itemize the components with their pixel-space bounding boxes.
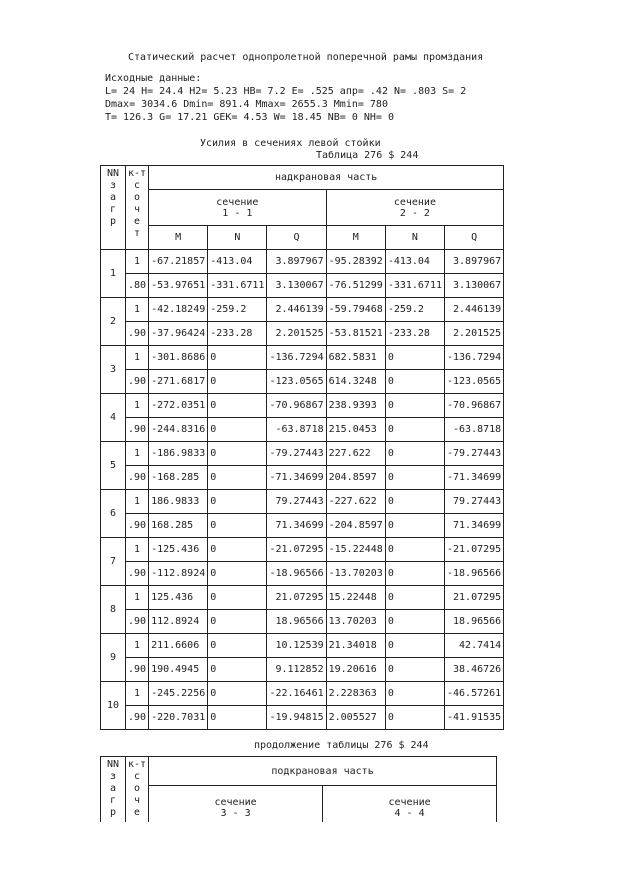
value-cell: -413.04 <box>208 250 267 274</box>
value-cell: 3.130067 <box>267 274 326 298</box>
value-cell: 2.005527 <box>326 706 385 730</box>
value-cell: 112.8924 <box>149 610 208 634</box>
table-row <box>101 706 504 730</box>
col-head: M <box>149 226 208 250</box>
value-cell: -21.07295 <box>267 538 326 562</box>
table-row <box>101 250 504 274</box>
coef-cell: 1 <box>126 442 149 466</box>
value-cell: 0 <box>385 682 444 706</box>
value-cell: 0 <box>208 490 267 514</box>
value-cell: -21.07295 <box>445 538 504 562</box>
value-cell: -79.27443 <box>267 442 326 466</box>
forces-table <box>100 165 504 730</box>
value-cell: 3.897967 <box>267 250 326 274</box>
value-cell: 0 <box>208 682 267 706</box>
value-cell: -331.6711 <box>385 274 444 298</box>
coef-cell: 1 <box>126 634 149 658</box>
value-cell: -220.7031 <box>149 706 208 730</box>
value-cell: 211.6606 <box>149 634 208 658</box>
table-row <box>101 634 504 658</box>
value-cell: 227.622 <box>326 442 385 466</box>
table-row <box>101 658 504 682</box>
value-cell: 0 <box>385 514 444 538</box>
value-cell: -271.6817 <box>149 370 208 394</box>
value-cell: 79.27443 <box>445 490 504 514</box>
load-number: 4 <box>101 394 126 442</box>
kt-header <box>126 166 149 250</box>
coef-cell: .90 <box>126 562 149 586</box>
coef-cell: .90 <box>126 466 149 490</box>
value-cell: -76.51299 <box>326 274 385 298</box>
kt-header-char: о <box>134 783 141 794</box>
value-cell: -63.8718 <box>267 418 326 442</box>
value-cell: -46.57261 <box>445 682 504 706</box>
value-cell: -70.96867 <box>445 394 504 418</box>
table-caption: Усилия в сечениях левой стойки <box>200 138 381 149</box>
nn-header-char: з <box>109 771 117 782</box>
table-row <box>101 682 504 706</box>
value-cell: 0 <box>208 538 267 562</box>
table-row <box>101 442 504 466</box>
value-cell: 0 <box>208 466 267 490</box>
value-cell: -22.16461 <box>267 682 326 706</box>
value-cell: -95.28392 <box>326 250 385 274</box>
input-data-header: Исходные данные: <box>105 73 202 84</box>
coef-cell: 1 <box>126 394 149 418</box>
value-cell: -125.436 <box>149 538 208 562</box>
section-2-2-header: сечение 2 - 2 <box>326 190 504 226</box>
table-row <box>101 514 504 538</box>
value-cell: 42.7414 <box>445 634 504 658</box>
value-cell: -186.9833 <box>149 442 208 466</box>
nn-header-char: NN <box>106 759 120 770</box>
value-cell: -331.6711 <box>208 274 267 298</box>
section-1-1-header: сечение 1 - 1 <box>149 190 327 226</box>
value-cell: 3.130067 <box>445 274 504 298</box>
kt-header-char: с <box>134 771 141 782</box>
value-cell: -71.34699 <box>267 466 326 490</box>
nn-header-char: р <box>109 216 117 227</box>
nn-header-char: г <box>109 204 117 215</box>
nn-header-char: г <box>109 795 117 806</box>
kt-header-2 <box>126 757 149 830</box>
load-number: 10 <box>101 682 126 730</box>
value-cell: -272.0351 <box>149 394 208 418</box>
table-row <box>101 490 504 514</box>
value-cell: -244.8316 <box>149 418 208 442</box>
value-cell: 21.07295 <box>445 586 504 610</box>
load-number: 8 <box>101 586 126 634</box>
nn-header-char: а <box>109 192 117 203</box>
kt-header-char: т <box>134 228 141 239</box>
col-head: N <box>385 226 444 250</box>
table-row <box>101 298 504 322</box>
table-row <box>101 370 504 394</box>
coef-cell: 1 <box>126 538 149 562</box>
forces-table-continued <box>100 756 497 830</box>
table-row <box>101 274 504 298</box>
value-cell: 19.20616 <box>326 658 385 682</box>
coef-cell: 1 <box>126 346 149 370</box>
table-row <box>101 610 504 634</box>
coef-cell: .90 <box>126 658 149 682</box>
value-cell: -37.96424 <box>149 322 208 346</box>
value-cell: 21.34018 <box>326 634 385 658</box>
value-cell: 0 <box>385 658 444 682</box>
kt-header-char: к-т <box>128 168 147 179</box>
params-line-1: L= 24 H= 24.4 H2= 5.23 HB= 7.2 E= .525 апр= .42 N= .803 S= 2 <box>105 86 467 97</box>
load-number: 6 <box>101 490 126 538</box>
value-cell: 18.96566 <box>267 610 326 634</box>
value-cell: 0 <box>208 610 267 634</box>
value-cell: -13.70203 <box>326 562 385 586</box>
value-cell: 0 <box>385 538 444 562</box>
value-cell: -413.04 <box>385 250 444 274</box>
value-cell: -71.34699 <box>445 466 504 490</box>
value-cell: 190.4945 <box>149 658 208 682</box>
section-4-4-header: сечение 4 - 4 <box>323 786 497 830</box>
value-cell: 0 <box>208 346 267 370</box>
value-cell: -123.0565 <box>445 370 504 394</box>
value-cell: 2.201525 <box>267 322 326 346</box>
value-cell: 13.70203 <box>326 610 385 634</box>
value-cell: 0 <box>208 586 267 610</box>
load-number: 7 <box>101 538 126 586</box>
value-cell: 0 <box>385 442 444 466</box>
value-cell: 0 <box>385 370 444 394</box>
kt-header-char: к-т <box>128 759 147 770</box>
table-row <box>101 322 504 346</box>
value-cell: -204.8597 <box>326 514 385 538</box>
value-cell: -41.91535 <box>445 706 504 730</box>
value-cell: 0 <box>385 562 444 586</box>
coef-cell: 1 <box>126 682 149 706</box>
table-row <box>101 586 504 610</box>
nn-header-char: а <box>109 783 117 794</box>
value-cell: -168.285 <box>149 466 208 490</box>
value-cell: 0 <box>208 706 267 730</box>
coef-cell: 1 <box>126 490 149 514</box>
kt-header-char: ч <box>134 204 141 215</box>
table-row <box>101 538 504 562</box>
load-number: 9 <box>101 634 126 682</box>
value-cell: -53.97651 <box>149 274 208 298</box>
lower-part-header: подкрановая часть <box>149 757 497 786</box>
value-cell: 0 <box>385 634 444 658</box>
value-cell: 0 <box>208 418 267 442</box>
coef-cell: 1 <box>126 586 149 610</box>
continuation-caption: продолжение таблицы 276 $ 244 <box>254 740 429 751</box>
col-head: N <box>208 226 267 250</box>
load-number: 1 <box>101 250 126 298</box>
load-number: 2 <box>101 298 126 346</box>
coef-cell: .90 <box>126 418 149 442</box>
coef-cell: .90 <box>126 370 149 394</box>
value-cell: -19.94815 <box>267 706 326 730</box>
value-cell: 79.27443 <box>267 490 326 514</box>
value-cell: 0 <box>208 634 267 658</box>
load-number: 3 <box>101 346 126 394</box>
value-cell: 215.0453 <box>326 418 385 442</box>
value-cell: 71.34699 <box>267 514 326 538</box>
value-cell: -245.2256 <box>149 682 208 706</box>
coef-cell: .90 <box>126 706 149 730</box>
load-number: 5 <box>101 442 126 490</box>
value-cell: 204.8597 <box>326 466 385 490</box>
nn-header-2 <box>101 757 126 830</box>
value-cell: 168.285 <box>149 514 208 538</box>
value-cell: -227.622 <box>326 490 385 514</box>
value-cell: -301.8686 <box>149 346 208 370</box>
value-cell: 0 <box>385 586 444 610</box>
value-cell: 0 <box>208 370 267 394</box>
value-cell: 38.46726 <box>445 658 504 682</box>
value-cell: -259.2 <box>385 298 444 322</box>
value-cell: -136.7294 <box>445 346 504 370</box>
value-cell: 238.9393 <box>326 394 385 418</box>
value-cell: 2.201525 <box>445 322 504 346</box>
table-row <box>101 418 504 442</box>
value-cell: 0 <box>208 442 267 466</box>
nn-header-char: з <box>109 180 117 191</box>
value-cell: -63.8718 <box>445 418 504 442</box>
document-title: Статический расчет однопролетной поперечной рамы промздания <box>128 52 484 63</box>
table-row <box>101 394 504 418</box>
nn-header-char: р <box>109 807 117 818</box>
value-cell: 0 <box>385 610 444 634</box>
table-row <box>101 346 504 370</box>
col-head: M <box>326 226 385 250</box>
coef-cell: 1 <box>126 298 149 322</box>
coef-cell: .90 <box>126 322 149 346</box>
coef-cell: 1 <box>126 250 149 274</box>
value-cell: 0 <box>208 514 267 538</box>
value-cell: 0 <box>208 562 267 586</box>
value-cell: 10.12539 <box>267 634 326 658</box>
value-cell: -15.22448 <box>326 538 385 562</box>
value-cell: -70.96867 <box>267 394 326 418</box>
value-cell: 2.228363 <box>326 682 385 706</box>
table-row <box>101 562 504 586</box>
value-cell: 614.3248 <box>326 370 385 394</box>
value-cell: 3.897967 <box>445 250 504 274</box>
value-cell: -53.81521 <box>326 322 385 346</box>
kt-header-char: е <box>134 807 141 818</box>
value-cell: 0 <box>385 490 444 514</box>
kt-header-char: е <box>134 216 141 227</box>
value-cell: -259.2 <box>208 298 267 322</box>
value-cell: -123.0565 <box>267 370 326 394</box>
value-cell: -18.96566 <box>445 562 504 586</box>
coef-cell: .90 <box>126 514 149 538</box>
value-cell: 15.22448 <box>326 586 385 610</box>
value-cell: -67.21857 <box>149 250 208 274</box>
value-cell: 0 <box>385 394 444 418</box>
value-cell: -233.28 <box>208 322 267 346</box>
value-cell: 0 <box>385 466 444 490</box>
value-cell: 0 <box>208 394 267 418</box>
value-cell: 186.9833 <box>149 490 208 514</box>
table-row <box>101 466 504 490</box>
table-number: Таблица 276 $ 244 <box>316 150 419 161</box>
value-cell: -112.8924 <box>149 562 208 586</box>
value-cell: 682.5831 <box>326 346 385 370</box>
value-cell: -59.79468 <box>326 298 385 322</box>
coef-cell: .90 <box>126 610 149 634</box>
params-line-3: T= 126.3 G= 17.21 GEK= 4.53 W= 18.45 NB= 0 NH= 0 <box>105 112 394 123</box>
nn-header-char: NN <box>106 168 120 179</box>
coef-cell: .80 <box>126 274 149 298</box>
value-cell: 2.446139 <box>267 298 326 322</box>
value-cell: -18.96566 <box>267 562 326 586</box>
upper-part-header: надкрановая часть <box>149 166 504 190</box>
value-cell: 0 <box>385 706 444 730</box>
kt-header-char: о <box>134 192 141 203</box>
value-cell: 2.446139 <box>445 298 504 322</box>
value-cell: 0 <box>385 346 444 370</box>
params-line-2: Dmax= 3034.6 Dmin= 891.4 Mmax= 2655.3 Mmin= 780 <box>105 99 388 110</box>
value-cell: 21.07295 <box>267 586 326 610</box>
value-cell: 9.112852 <box>267 658 326 682</box>
value-cell: -79.27443 <box>445 442 504 466</box>
value-cell: 18.96566 <box>445 610 504 634</box>
value-cell: 125.436 <box>149 586 208 610</box>
value-cell: 0 <box>208 658 267 682</box>
nn-header <box>101 166 126 250</box>
value-cell: 71.34699 <box>445 514 504 538</box>
kt-header-char: с <box>134 180 141 191</box>
section-3-3-header: сечение 3 - 3 <box>149 786 323 830</box>
col-head: Q <box>267 226 326 250</box>
value-cell: 0 <box>385 418 444 442</box>
value-cell: -42.18249 <box>149 298 208 322</box>
kt-header-char: ч <box>134 795 141 806</box>
value-cell: -233.28 <box>385 322 444 346</box>
col-head: Q <box>445 226 504 250</box>
value-cell: -136.7294 <box>267 346 326 370</box>
